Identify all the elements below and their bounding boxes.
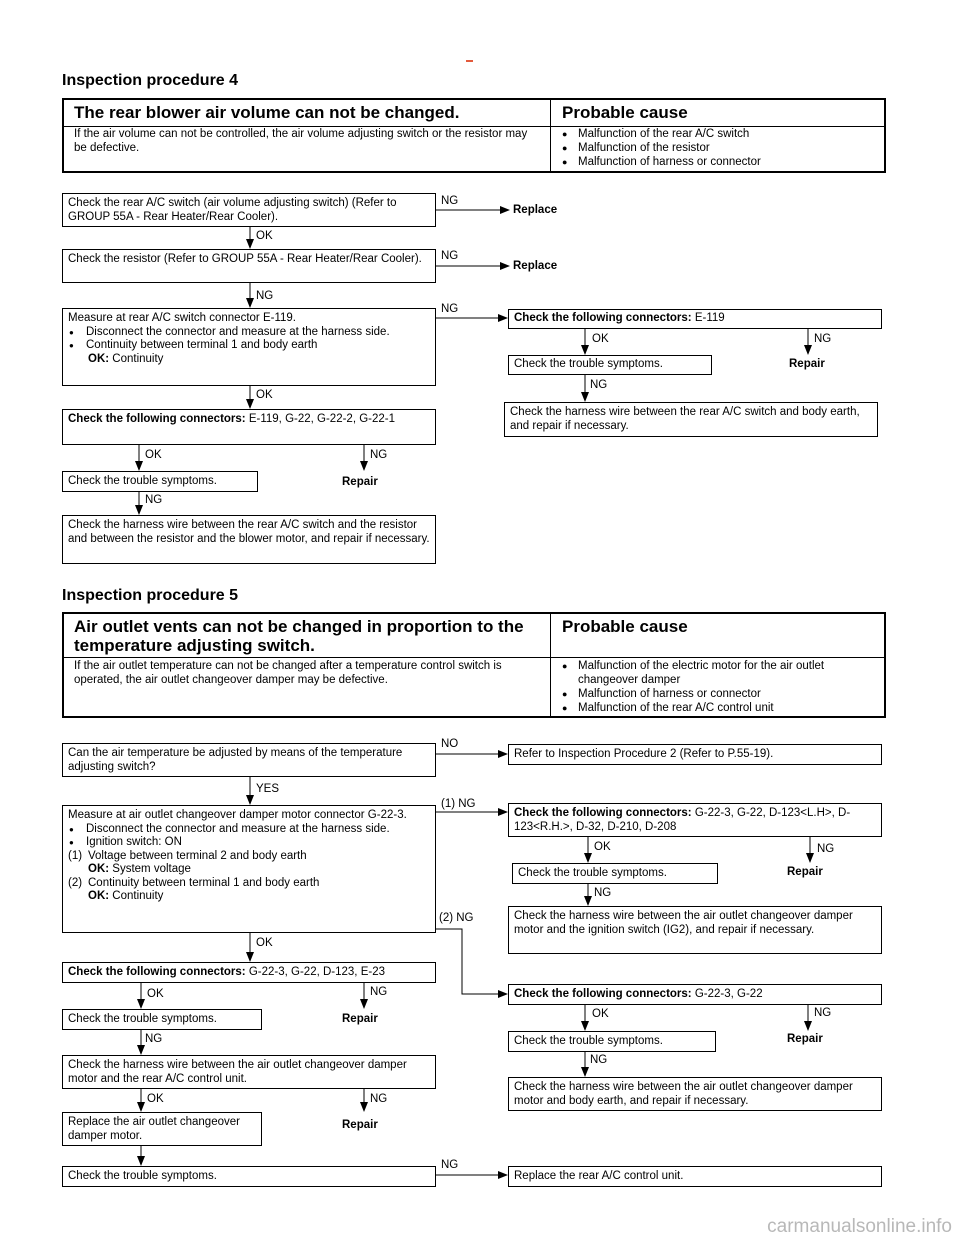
p5-measure-bullet: ● Ignition switch: ON [68,836,430,850]
ok-value: Continuity [112,890,164,902]
p4-l-ng: NG [370,449,388,461]
p4-r-ng: NG [814,333,832,345]
proc4-cause: ● Malfunction of the rear A/C switch [562,127,882,141]
p5-c-harness-box: Check the harness wire between the air outlet changeover damper motor and the rear A/C control unit. [62,1055,436,1089]
ok-label: OK: [88,890,110,902]
p5-b-ok: OK [592,1008,609,1020]
p5-b-harness-box: Check the harness wire between the air outlet changeover damper motor and body earth, and repair if necessary. [508,1077,882,1111]
p5-c-ok: OK [147,988,164,1000]
p5-c-ok2: OK [147,1093,164,1105]
p5-q1-no: NO [441,738,459,750]
ok-value: Continuity [112,352,164,365]
conn-value: G-22-3, G-22, D-123, E-23 [248,966,385,978]
ok-value: System voltage [112,863,191,875]
proc4-cause-title: Probable cause [562,103,688,122]
watermark: carmanualsonline.info [767,1216,952,1237]
p4-measure-bullet: ● Continuity between terminal 1 and body earth [68,339,430,353]
proc4-symptom: The rear blower air volume can not be changed. [74,103,460,122]
p5-a-ng2: NG [594,887,612,899]
p5-m-ng1: (1) NG [441,798,476,810]
proc5-cause: ● Malfunction of the rear A/C control unit [562,701,872,715]
p5-a-repair: Repair [787,866,823,878]
p5-c-ng: NG [370,986,388,998]
p5-q1-yes: YES [256,783,280,795]
p4-r-harness-box: Check the harness wire between the rear A/C switch and body earth, and repair if necessary. [504,402,878,437]
p4-box1-replace: Replace [513,204,558,216]
p5-c-repair2: Repair [342,1119,378,1131]
p5-a-ng: NG [817,843,835,855]
p5-c-repair: Repair [342,1013,378,1025]
ok-label: OK: [88,352,110,365]
ok-label: OK: [88,863,110,875]
conn-label: Check the following connectors: [68,966,246,978]
proc4-cause: ● Malfunction of harness or connector [562,155,882,169]
p5-a-harness-box: Check the harness wire between the air outlet changeover damper motor and the ignition switch (IG2), and repair if necessary. [508,906,882,954]
conn-label: Check the following connectors: [514,312,692,324]
p4-check-resistor-box: Check the resistor (Refer to GROUP 55A - Rear Heater/Rear Cooler). [62,249,436,283]
p5-final-ng: NG [441,1159,459,1171]
proc4-cause: ● Malfunction of the resistor [562,141,882,155]
arrow-line [436,929,507,994]
p4-l-ng2: NG [145,494,163,506]
proc5-cause-title: Probable cause [562,617,688,636]
conn-value: E-119 [694,312,725,324]
conn-label: Check the following connectors: [514,807,692,819]
p4-box2-replace: Replace [513,260,558,272]
conn-value: G-22-3, G-22 [694,988,763,1000]
p5-c-symptoms-box: Check the trouble symptoms. [62,1009,262,1030]
p5-a-symptoms-box: Check the trouble symptoms. [512,863,718,884]
p4-box1-ng: NG [441,195,459,207]
p4-l-symptoms-box: Check the trouble symptoms. [62,471,258,492]
proc5-heading: Inspection procedure 5 [62,587,239,604]
p5-measure-bullet: ● Disconnect the connector and measure at the harness side. [68,823,430,837]
p4-r-ng2: NG [590,379,608,391]
p4-r-symptoms-box: Check the trouble symptoms. [508,355,712,375]
p5-final-result-box: Replace the rear A/C control unit. [508,1166,882,1187]
p4-l-ok: OK [145,449,162,461]
p5-q1-result-box: Refer to Inspection Procedure 2 (Refer to P.55-19). [508,744,882,765]
p4-r-ok: OK [592,333,609,345]
p4-check-switch-box: Check the rear A/C switch (air volume adjusting switch) (Refer to GROUP 55A - Rear Heater/Rear Cooler). [62,193,436,227]
p4-r-repair: Repair [789,358,825,370]
p4-box3-ng: NG [441,303,459,315]
p4-l-harness-box: Check the harness wire between the rear A/C switch and the resistor and between the resistor and the blower motor, and repair if necessary. [62,515,436,564]
item-text: Continuity between terminal 1 and body earth [88,876,320,889]
p5-b-ng: NG [814,1007,832,1019]
p4-box2-ng: NG [441,250,459,262]
conn-value: E-119, G-22, G-22-2, G-22-1 [248,413,395,425]
item-number: (2) [68,876,83,889]
conn-label: Check the following connectors: [68,413,246,425]
conn-label: Check the following connectors: [514,988,692,1000]
p4-box2-ng-down: NG [256,290,274,302]
proc5-description: If the air outlet temperature can not be changed after a temperature control switch is operated, the air outlet changeover damper may be defective. [74,660,502,686]
proc4-description: If the air volume can not be controlled, the air volume adjusting switch or the resistor may be defective. [74,128,528,154]
proc5-cause: ● Malfunction of harness or connector [562,687,872,701]
p5-question-box: Can the air temperature be adjusted by means of the temperature adjusting switch? [62,743,436,777]
p5-m-ok: OK [256,937,273,949]
item-number: (1) [68,849,83,862]
p5-b-symptoms-box: Check the trouble symptoms. [508,1031,716,1052]
p5-final-symptoms-box: Check the trouble symptoms. [62,1166,436,1187]
p4-measure-bullet: ● Disconnect the connector and measure at the harness side. [68,326,430,340]
p5-c-ng3: NG [370,1093,388,1105]
item-text: Voltage between terminal 2 and body earth [88,849,307,862]
p5-a-ok: OK [594,841,611,853]
p5-m-ng2: (2) NG [439,912,474,924]
p4-measure-line1: Measure at rear A/C switch connector E-119. [68,312,296,324]
proc5-cause: ● Malfunction of the electric motor for the air outlet changeover damper [562,659,872,687]
proc5-symptom: Air outlet vents can not be changed in proportion to the temperature adjusting switch. [74,617,524,655]
p5-measure-line1: Measure at air outlet changeover damper motor connector G-22-3. [68,809,407,821]
conn-value: G-22-3, G-22, D-123<L.H>, D-123<R.H.>, D-32, D-210, D-208 [514,807,851,833]
p4-l-repair: Repair [342,476,378,488]
p5-b-ng2: NG [590,1054,608,1066]
p4-box1-ok: OK [256,230,273,242]
p5-c-replace-motor-box: Replace the air outlet changeover damper motor. [62,1112,262,1146]
p5-c-ng2: NG [145,1033,163,1045]
proc4-heading: Inspection procedure 4 [62,72,239,89]
p5-b-repair: Repair [787,1033,823,1045]
p4-box3-ok: OK [256,389,273,401]
